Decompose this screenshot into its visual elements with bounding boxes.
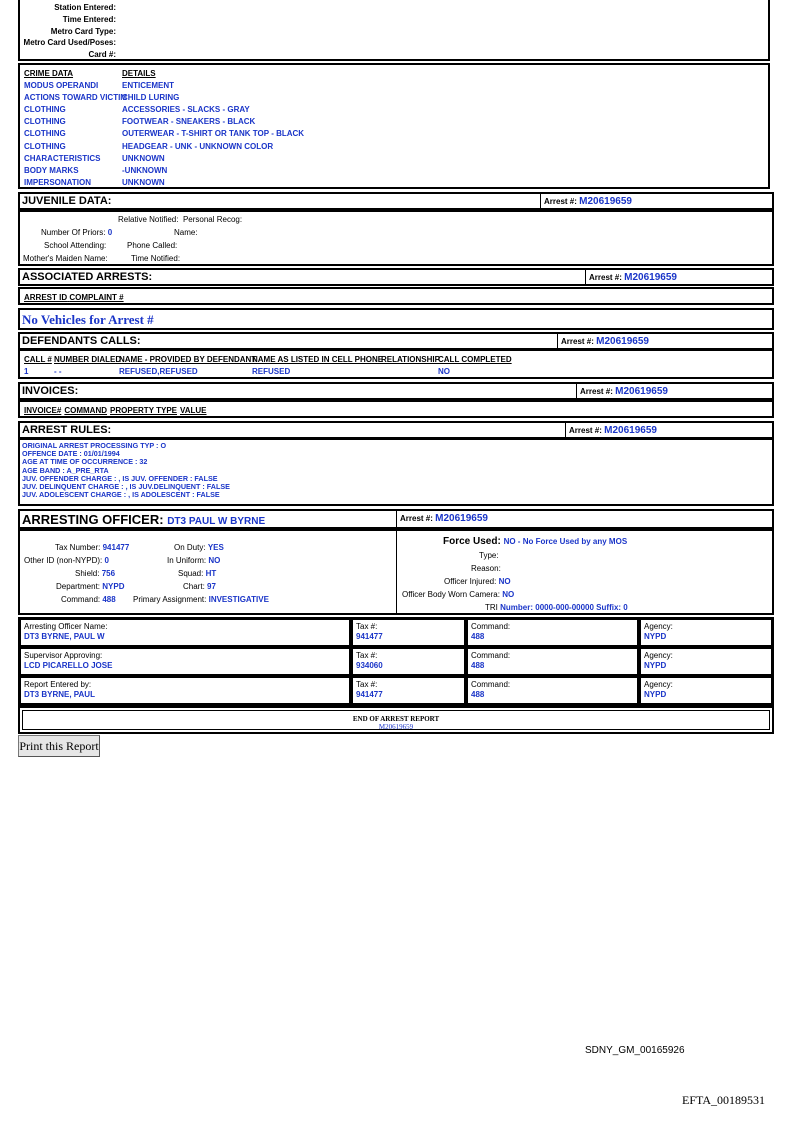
arrest-rule-line: OFFENCE DATE : 01/01/1994: [22, 449, 120, 459]
arrest-number: Arrest #: M20619659: [540, 194, 772, 208]
cell-value: 941477: [356, 632, 383, 641]
crime-data-label: CLOTHING: [24, 117, 66, 127]
crime-data-label: IMPERSONATION: [24, 177, 91, 187]
crime-data-section: [18, 63, 770, 189]
arrest-rule-line: JUV. OFFENDER CHARGE : , IS JUV. OFFENDER : FALSE: [22, 473, 218, 483]
invoices-section: [18, 400, 774, 418]
crime-data-label: CLOTHING: [24, 105, 66, 115]
person-tax-cell: [351, 647, 466, 676]
arrest-rule-line: JUV. ADOLESCENT CHARGE : , IS ADOLESCENT : FALSE: [22, 490, 220, 500]
top-field-label: Time Entered:: [62, 14, 116, 24]
invoices-header: INVOICES: Arrest #: M20619659: [18, 382, 774, 400]
person-command-cell: [466, 618, 639, 647]
person-name-cell: [19, 647, 351, 676]
crime-data-label: CHARACTERISTICS: [24, 153, 101, 163]
defendants-calls-section: [18, 349, 774, 379]
vehicles-section: [18, 308, 774, 330]
end-of-report: END OF ARREST REPORT M20619659: [18, 706, 774, 734]
calls-column-header: NUMBER DIALED: [54, 355, 122, 364]
cell-label: Command:: [471, 622, 511, 631]
cell-value: DT3 BYRNE, PAUL W: [24, 632, 105, 641]
print-report-button[interactable]: Print this Report: [18, 735, 100, 757]
person-agency-cell: [639, 647, 773, 676]
crime-data-value: HEADGEAR - UNK - UNKNOWN COLOR: [122, 141, 274, 151]
juvenile-section: Relative Notified: Personal Recog: Number Of Priors: 0 Name: School Attending: Phone Called: Mother's Maiden Name: Time Notified:: [18, 210, 774, 266]
crime-data-value: FOOTWEAR - SNEAKERS - BLACK: [122, 117, 256, 127]
crime-data-label: MODUS OPERANDI: [24, 81, 99, 90]
arrest-rule-line: AGE BAND : A_PRE_RTA: [22, 465, 109, 475]
arrest-rule-line: AGE AT TIME OF OCCURRENCE : 32: [22, 457, 148, 467]
cell-value: NYPD: [644, 661, 667, 670]
people-table: [18, 617, 774, 706]
arrest-rule-line: JUV. DELINQUENT CHARGE : , IS JUV.DELINQUENT : FALSE: [22, 482, 230, 492]
person-tax-cell: [351, 676, 466, 705]
calls-cell: 1: [24, 367, 29, 376]
details-header: DETAILS: [122, 69, 156, 78]
cell-label: Arresting Officer Name:: [24, 622, 108, 631]
cell-value: LCD PICARELLO JOSE: [24, 661, 113, 670]
associated-arrests-section: ARREST ID COMPLAINT #: [18, 287, 774, 305]
crime-data-label: BODY MARKS: [24, 165, 79, 175]
calls-cell: REFUSED,REFUSED: [119, 367, 198, 376]
crime-data-label: CLOTHING: [24, 129, 66, 139]
crime-data-label: CLOTHING: [24, 141, 66, 151]
crime-data-value: UNKNOWN: [122, 153, 165, 163]
top-field-label: Station Entered:: [54, 3, 116, 12]
calls-column-header: NAME - PROVIDED BY DEFENDANT: [119, 355, 257, 364]
crime-data-value: ACCESSORIES - SLACKS - GRAY: [122, 105, 250, 115]
cell-value: 488: [471, 632, 485, 641]
cell-value: 488: [471, 690, 485, 699]
calls-cell: REFUSED: [252, 367, 291, 376]
person-command-cell: [466, 647, 639, 676]
calls-cell: - -: [54, 367, 62, 376]
cell-value: 934060: [356, 661, 383, 670]
person-name-cell: [19, 618, 351, 647]
person-agency-cell: [639, 676, 773, 705]
person-command-cell: [466, 676, 639, 705]
crime-data-header: CRIME DATA: [24, 69, 74, 78]
associated-arrests-header: ASSOCIATED ARRESTS: Arrest #: M20619659: [18, 268, 774, 286]
cell-label: Agency:: [644, 651, 673, 660]
top-field-label: Metro Card Used/Poses:: [23, 38, 116, 48]
cell-label: Tax #:: [356, 680, 378, 689]
person-tax-cell: [351, 618, 466, 647]
invoice-column-header: INVOICE#: [24, 406, 62, 415]
juvenile-header: [18, 192, 774, 210]
cell-label: Tax #:: [356, 651, 378, 660]
juvenile-title: JUVENILE DATA:: [22, 195, 112, 207]
cell-label: Agency:: [644, 622, 673, 631]
calls-column-header: RELATIONSHIP: [381, 355, 440, 364]
defendants-calls-header: DEFENDANTS CALLS: Arrest #: M20619659: [18, 332, 774, 350]
arrest-rules-section: [18, 438, 774, 506]
calls-column-header: NAME AS LISTED IN CELL PHONE: [252, 355, 384, 364]
calls-cell: NO: [438, 367, 450, 376]
cell-label: Supervisor Approving:: [24, 651, 103, 660]
crime-data-value: OUTERWEAR - T-SHIRT OR TANK TOP - BLACK: [122, 129, 305, 139]
crime-data-value: CHILD LURING: [122, 93, 180, 103]
bates-number: SDNY_GM_00165926: [585, 1045, 685, 1056]
crime-data-value: -UNKNOWN: [122, 165, 168, 175]
top-fields-section: [18, 0, 770, 61]
cell-label: Command:: [471, 680, 511, 689]
arresting-officer-header: ARRESTING OFFICER: DT3 PAUL W BYRNE Arrest #: M20619659: [18, 509, 774, 529]
arresting-officer-section: Tax Number: 941477 On Duty: YES Other ID (non-NYPD): 0 In Uniform: NO Shield: 756 Squad: HT Department: NYPD Chart: 97 Command: 488 Primary Assignment: INVESTIGATIVE Force Used: NO - No Force Used by any MOS Type: Reason: Officer Injured: NO Officer Body Worn Camera: NO TRI Number: 0000-000-00000 Suffix: 0: [18, 529, 774, 615]
invoice-column-header: PROPERTY TYPE: [110, 406, 177, 415]
arrest-rule-line: ORIGINAL ARREST PROCESSING TYP : O: [22, 441, 167, 450]
cell-value: DT3 BYRNE, PAUL: [24, 690, 95, 699]
cell-label: Report Entered by:: [24, 680, 92, 689]
cell-value: 488: [471, 661, 485, 670]
cell-label: Agency:: [644, 680, 673, 689]
invoice-column-header: VALUE: [180, 406, 207, 415]
cell-value: NYPD: [644, 632, 667, 641]
person-agency-cell: [639, 618, 773, 647]
person-name-cell: [19, 676, 351, 705]
crime-data-value: UNKNOWN: [122, 177, 165, 187]
invoice-column-header: COMMAND: [64, 406, 108, 415]
arrest-rules-header: ARREST RULES: Arrest #: M20619659: [18, 421, 774, 439]
cell-label: Tax #:: [356, 622, 378, 631]
cell-value: 941477: [356, 690, 383, 699]
crime-data-value: ENTICEMENT: [122, 81, 174, 90]
cell-value: NYPD: [644, 690, 667, 699]
top-field-label: Card #:: [88, 50, 116, 60]
crime-data-label: ACTIONS TOWARD VICTIM: [24, 93, 127, 103]
cell-label: Command:: [471, 651, 511, 660]
top-field-label: Metro Card Type:: [50, 26, 116, 36]
calls-column-header: CALL #: [24, 355, 52, 364]
no-vehicles-text: No Vehicles for Arrest #: [22, 312, 154, 327]
efta-number: EFTA_00189531: [682, 1093, 766, 1107]
calls-column-header: CALL COMPLETED: [438, 355, 512, 364]
